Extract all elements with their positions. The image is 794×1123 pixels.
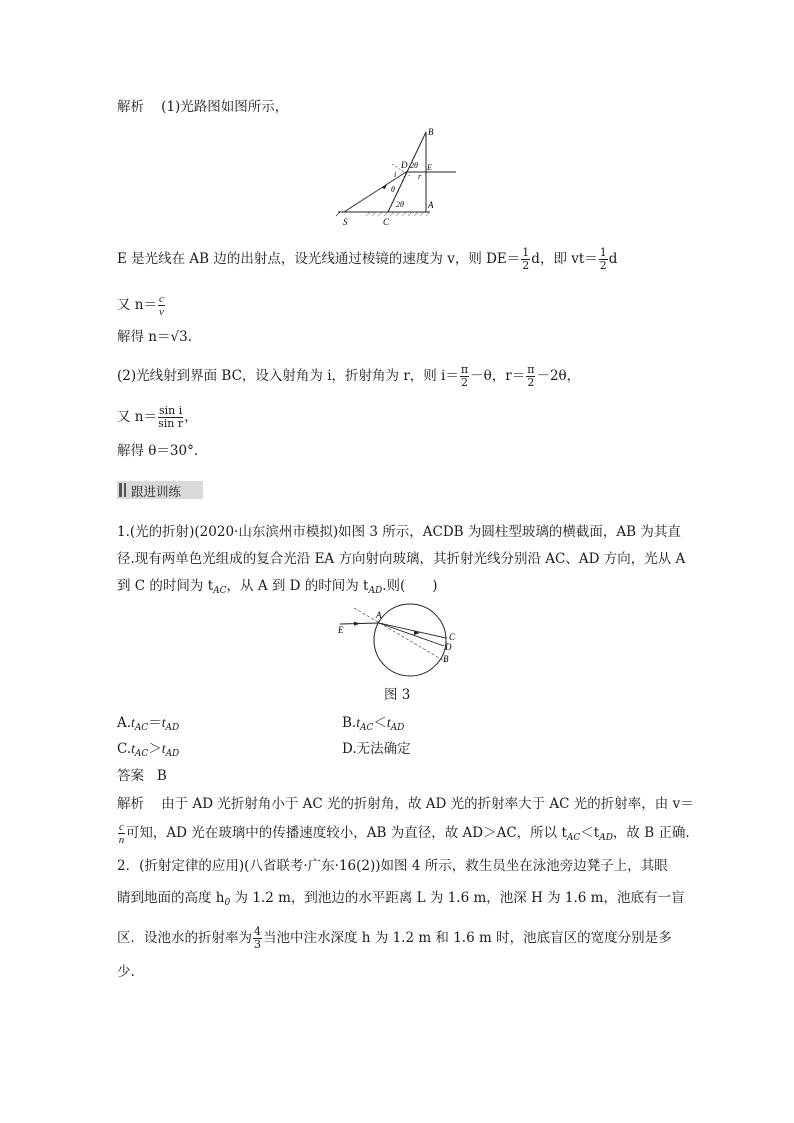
sub: AD	[390, 723, 405, 733]
frac-num: 1	[599, 246, 607, 259]
sub: 0	[224, 898, 231, 908]
frac-num: sin i	[159, 404, 183, 417]
q1-analysis-text2: 可知，AD 光在玻璃中的传播速度较小，AB 为直径，故 AD＞AC，所以 t	[125, 825, 567, 841]
q2-line2	[117, 889, 685, 912]
frac-den: n	[118, 834, 125, 846]
label-A: A	[428, 200, 434, 210]
analysis-intro-text: (1)光路图如图所示，	[161, 99, 289, 115]
frac-den: 2	[599, 259, 607, 272]
q2-line2-b: 为 1.2 m，到池边的水平距离 L 为 1.6 m，池深 H 为 1.6 m，池底有一盲	[230, 890, 685, 906]
q1-line3-a: 到 C 的时间为 t	[117, 578, 214, 594]
label-S: S	[343, 217, 348, 227]
option-d	[342, 740, 411, 758]
op: ＝	[148, 715, 162, 731]
analysis-label-2: 解析	[117, 796, 144, 812]
fraction-half-2	[599, 247, 608, 272]
prism-diagram	[330, 124, 470, 230]
q2-line3-b: 当池中注水深度 h 为 1.2 m 和 1.6 m 时，池底盲区的宽度分别是多	[263, 930, 672, 946]
frac-den: v	[159, 306, 164, 318]
q1-analysis-text2e: ，故 B 正确.	[612, 825, 690, 841]
sub: AC	[566, 833, 581, 843]
q1-analysis-text1: 由于 AD 光折射角小于 AC 光的折射角，故 AD 光的折射率大于 AC 光的折射率，由 v＝	[161, 796, 694, 812]
sub: AC	[359, 723, 374, 733]
fraction-half	[521, 247, 530, 272]
frac-den: 2	[461, 376, 468, 389]
analysis-sin-line	[117, 405, 198, 430]
frac-num: π	[460, 363, 469, 376]
analysis-label: 解析	[117, 99, 144, 115]
q1-analysis-line1	[117, 795, 694, 813]
q1-analysis-text2c: ＜t	[580, 825, 600, 841]
frac-den: 3	[254, 938, 261, 951]
sub: AC	[134, 723, 149, 733]
option-text: 无法确定	[356, 741, 411, 757]
option-letter: B.	[342, 715, 357, 731]
option-c: $C.t_{AC}>t_{AD}$	[117, 741, 180, 759]
label-D2: D	[445, 642, 452, 652]
answer-label: 答案	[117, 768, 144, 784]
answer-value: B	[156, 768, 167, 784]
op: ＜	[373, 715, 387, 731]
sub: AD	[165, 749, 180, 759]
q1-line3	[117, 577, 438, 600]
text-n-prefix: 又 n＝	[117, 297, 157, 313]
label-C2: C	[449, 632, 456, 642]
label-r: r	[418, 172, 422, 181]
frac-num: 1	[522, 246, 530, 259]
q2-line3-a: 区．设池水的折射率为	[117, 930, 252, 946]
label-D: D	[401, 160, 408, 170]
analysis-e-line	[117, 247, 617, 272]
option-letter: A.	[117, 715, 132, 731]
q1-line3-e: .则( )	[382, 578, 438, 594]
q1-sub-ad: AD	[368, 586, 383, 596]
frac-num: π	[527, 363, 535, 376]
frac-den: 2	[522, 259, 530, 272]
label-B2: B	[443, 654, 449, 664]
section-badge	[117, 481, 203, 499]
fraction-pi-2b	[526, 364, 535, 389]
analysis-n-line	[117, 293, 166, 318]
label-A2: A	[376, 610, 382, 620]
solve-2: 解得 θ＝30°.	[117, 443, 199, 459]
solve-1: 解得 n＝√3.	[117, 329, 192, 345]
frac-num: 4	[254, 925, 261, 938]
q1-sub-ac: AC	[213, 586, 227, 596]
analysis-part2	[117, 364, 580, 389]
label-2theta-top: 2θ	[410, 161, 418, 170]
text-part2: (2)光线射到界面 BC，设入射角为 i，折射角为 r，则 i＝	[117, 368, 459, 384]
label-B: B	[428, 127, 434, 137]
option-b: $B.t_{AC}<t_{AD}$	[342, 715, 405, 733]
fraction-pi-2	[460, 364, 469, 389]
label-E2: E	[338, 625, 344, 635]
text-sin-prefix: 又 n＝	[117, 409, 157, 425]
section-title: 跟进训练	[131, 484, 182, 499]
text-sin-end: ，	[184, 409, 198, 425]
q2-line2-a: 睛到地面的高度 h	[117, 890, 225, 906]
frac-num: c	[159, 293, 164, 305]
answer-line	[117, 767, 167, 785]
q1-analysis-line2	[117, 821, 690, 847]
text-part2-mid: －θ，r＝	[470, 368, 526, 384]
text-part2-end: －2θ，	[536, 368, 581, 384]
label-E: E	[427, 163, 432, 172]
sub: AC	[134, 749, 149, 759]
q2-line4: 少.	[117, 964, 135, 980]
q2-line1: 2．(折射定律的应用)(八省联考·广东·16(2))如图 4 所示，救生员坐在泳池旁边凳子上，其眼	[117, 858, 668, 874]
text-e-end: d	[608, 251, 618, 267]
label-theta: θ	[391, 185, 395, 194]
sub: AD	[599, 833, 613, 843]
label-i: i	[394, 170, 397, 179]
text-e: E 是光线在 AB 边的出射点，设光线通过棱镜的速度为 v，则 DE＝	[117, 251, 521, 267]
label-C: C	[383, 217, 390, 227]
fraction-c-n	[118, 821, 125, 846]
frac-num: c	[119, 821, 124, 833]
q2-line3	[117, 926, 672, 951]
fraction-4-3	[253, 926, 262, 951]
circle-diagram	[330, 600, 470, 682]
frac-den: 2	[527, 376, 535, 389]
op: ＞	[148, 741, 162, 757]
analysis-intro	[117, 98, 288, 116]
label-2theta-bottom: 2θ	[396, 200, 404, 209]
q1-line2: 径.现有两单色光组成的复合光沿 EA 方向射向玻璃，其折射光线分别沿 AC、AD 方向，光从 A	[117, 551, 686, 567]
sub: AD	[165, 723, 180, 733]
frac-den: sin r	[158, 417, 184, 430]
q1-line3-c: ，从 A 到 D 的时间为 t	[226, 578, 369, 594]
option-a: $A.t_{AC}=t_{AD}$	[117, 715, 180, 733]
figure-caption: 图 3	[384, 687, 411, 703]
fraction-c-v	[158, 293, 165, 318]
q1-line1: 1.(光的折射)(2020·山东滨州市模拟)如图 3 所示，ACDB 为圆柱型玻璃的横截面，AB 为其直	[117, 524, 681, 540]
text-e-mid: d，即 vt＝	[531, 251, 598, 267]
option-letter: C.	[117, 741, 132, 757]
option-letter: D.	[342, 741, 357, 757]
fraction-sin	[158, 405, 183, 430]
